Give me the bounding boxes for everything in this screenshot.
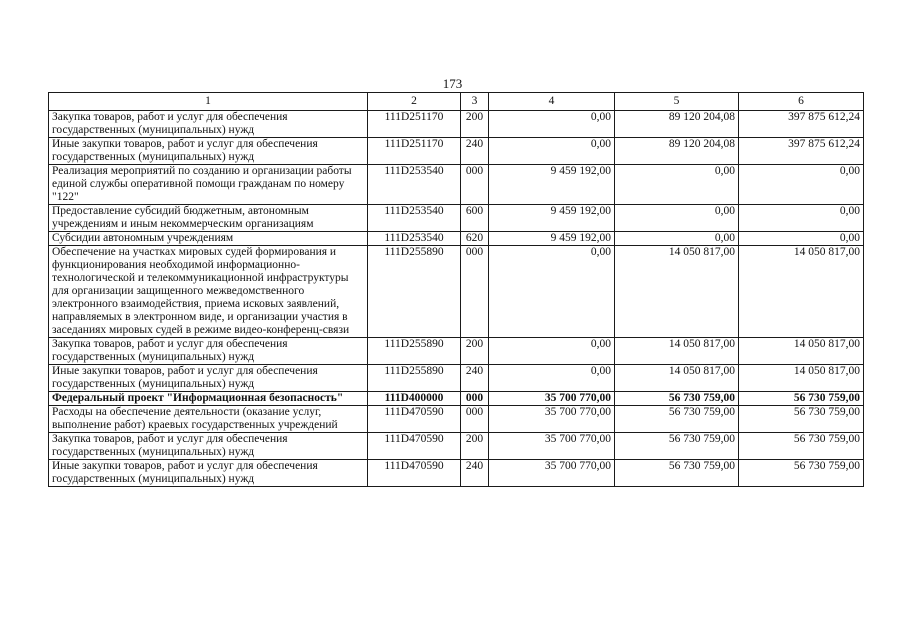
- row-value-col6-cell: 397 875 612,24: [739, 138, 864, 165]
- table-body: [49, 111, 864, 487]
- table-row: [49, 165, 864, 205]
- row-name-cell: Реализация мероприятий по созданию и организации работы единой службы оперативной помощи гражданам по номеру "122": [49, 165, 368, 205]
- row-code-cell: 111D253540: [368, 165, 461, 205]
- column-header: 6: [739, 93, 864, 111]
- column-header: 1: [49, 93, 368, 111]
- column-header: 2: [368, 93, 461, 111]
- row-code-cell: 111D255890: [368, 365, 461, 392]
- row-value-col4-cell: 35 700 770,00: [489, 406, 615, 433]
- row-value-col4-cell: 0,00: [489, 246, 615, 338]
- budget-table: [48, 92, 864, 487]
- row-value-col4-cell: 0,00: [489, 111, 615, 138]
- table-row: [49, 460, 864, 487]
- row-value-col6-cell: 14 050 817,00: [739, 365, 864, 392]
- row-value-col6-cell: 56 730 759,00: [739, 460, 864, 487]
- row-type-cell: 000: [461, 406, 489, 433]
- row-value-col5-cell: 56 730 759,00: [615, 392, 739, 406]
- row-code-cell: 111D470590: [368, 433, 461, 460]
- row-value-col5-cell: 89 120 204,08: [615, 111, 739, 138]
- row-name-cell: Федеральный проект "Информационная безопасность": [49, 392, 368, 406]
- row-value-col5-cell: 56 730 759,00: [615, 433, 739, 460]
- row-type-cell: 240: [461, 138, 489, 165]
- row-value-col5-cell: 0,00: [615, 165, 739, 205]
- row-code-cell: 111D470590: [368, 460, 461, 487]
- row-code-cell: 111D470590: [368, 406, 461, 433]
- row-value-col6-cell: 0,00: [739, 232, 864, 246]
- row-name-cell: Закупка товаров, работ и услуг для обеспечения государственных (муниципальных) нужд: [49, 111, 368, 138]
- row-type-cell: 620: [461, 232, 489, 246]
- row-type-cell: 000: [461, 246, 489, 338]
- row-value-col4-cell: 9 459 192,00: [489, 165, 615, 205]
- row-name-cell: Иные закупки товаров, работ и услуг для обеспечения государственных (муниципальных) нужд: [49, 460, 368, 487]
- row-value-col6-cell: 56 730 759,00: [739, 392, 864, 406]
- table-row: [49, 365, 864, 392]
- row-name-cell: Субсидии автономным учреждениям: [49, 232, 368, 246]
- row-value-col4-cell: 9 459 192,00: [489, 232, 615, 246]
- row-value-col4-cell: 35 700 770,00: [489, 392, 615, 406]
- table-row: [49, 246, 864, 338]
- table-row: [49, 338, 864, 365]
- row-value-col4-cell: 35 700 770,00: [489, 433, 615, 460]
- row-value-col5-cell: 14 050 817,00: [615, 365, 739, 392]
- table-row: [49, 433, 864, 460]
- row-value-col4-cell: 0,00: [489, 365, 615, 392]
- row-value-col5-cell: 14 050 817,00: [615, 246, 739, 338]
- row-value-col5-cell: 56 730 759,00: [615, 460, 739, 487]
- row-type-cell: 240: [461, 365, 489, 392]
- row-name-cell: Обеспечение на участках мировых судей формирования и функционирования необходимой информационно-технологической и телекоммуникационной инфраструктуры для организации защищенного межведомственного электронного взаимодействия, приема исковых заявлений, направляемых в электронном виде, и организации участия в заседаниях мировых судей в режиме видео-конференц-связи: [49, 246, 368, 338]
- row-name-cell: Закупка товаров, работ и услуг для обеспечения государственных (муниципальных) нужд: [49, 433, 368, 460]
- row-code-cell: 111D251170: [368, 138, 461, 165]
- row-value-col5-cell: 0,00: [615, 205, 739, 232]
- row-name-cell: Расходы на обеспечение деятельности (оказание услуг, выполнение работ) краевых государственных учреждений: [49, 406, 368, 433]
- row-value-col4-cell: 0,00: [489, 138, 615, 165]
- row-code-cell: 111D255890: [368, 246, 461, 338]
- table-row: [49, 138, 864, 165]
- column-header: 3: [461, 93, 489, 111]
- row-type-cell: 200: [461, 338, 489, 365]
- table-row: [49, 205, 864, 232]
- row-type-cell: 240: [461, 460, 489, 487]
- row-name-cell: Иные закупки товаров, работ и услуг для обеспечения государственных (муниципальных) нужд: [49, 138, 368, 165]
- table-row: [49, 111, 864, 138]
- column-header: 5: [615, 93, 739, 111]
- row-code-cell: 111D400000: [368, 392, 461, 406]
- row-name-cell: Закупка товаров, работ и услуг для обеспечения государственных (муниципальных) нужд: [49, 338, 368, 365]
- row-value-col6-cell: 397 875 612,24: [739, 111, 864, 138]
- table-row: [49, 232, 864, 246]
- row-value-col4-cell: 9 459 192,00: [489, 205, 615, 232]
- row-code-cell: 111D251170: [368, 111, 461, 138]
- row-value-col4-cell: 35 700 770,00: [489, 460, 615, 487]
- row-value-col5-cell: 14 050 817,00: [615, 338, 739, 365]
- row-type-cell: 200: [461, 433, 489, 460]
- row-code-cell: 111D253540: [368, 232, 461, 246]
- row-value-col6-cell: 14 050 817,00: [739, 246, 864, 338]
- table-header-row: [49, 93, 864, 111]
- row-value-col6-cell: 56 730 759,00: [739, 433, 864, 460]
- row-value-col6-cell: 56 730 759,00: [739, 406, 864, 433]
- row-value-col5-cell: 56 730 759,00: [615, 406, 739, 433]
- row-name-cell: Иные закупки товаров, работ и услуг для обеспечения государственных (муниципальных) нужд: [49, 365, 368, 392]
- row-value-col6-cell: 0,00: [739, 165, 864, 205]
- row-value-col6-cell: 0,00: [739, 205, 864, 232]
- row-value-col6-cell: 14 050 817,00: [739, 338, 864, 365]
- row-type-cell: 000: [461, 165, 489, 205]
- row-code-cell: 111D253540: [368, 205, 461, 232]
- row-value-col5-cell: 89 120 204,08: [615, 138, 739, 165]
- row-type-cell: 600: [461, 205, 489, 232]
- column-header: 4: [489, 93, 615, 111]
- table-row: [49, 406, 864, 433]
- row-name-cell: Предоставление субсидий бюджетным, автономным учреждениям и иным некоммерческим организациям: [49, 205, 368, 232]
- page-number: 173: [442, 76, 463, 91]
- table-row: [49, 392, 864, 406]
- row-value-col4-cell: 0,00: [489, 338, 615, 365]
- row-type-cell: 000: [461, 392, 489, 406]
- row-type-cell: 200: [461, 111, 489, 138]
- row-value-col5-cell: 0,00: [615, 232, 739, 246]
- row-code-cell: 111D255890: [368, 338, 461, 365]
